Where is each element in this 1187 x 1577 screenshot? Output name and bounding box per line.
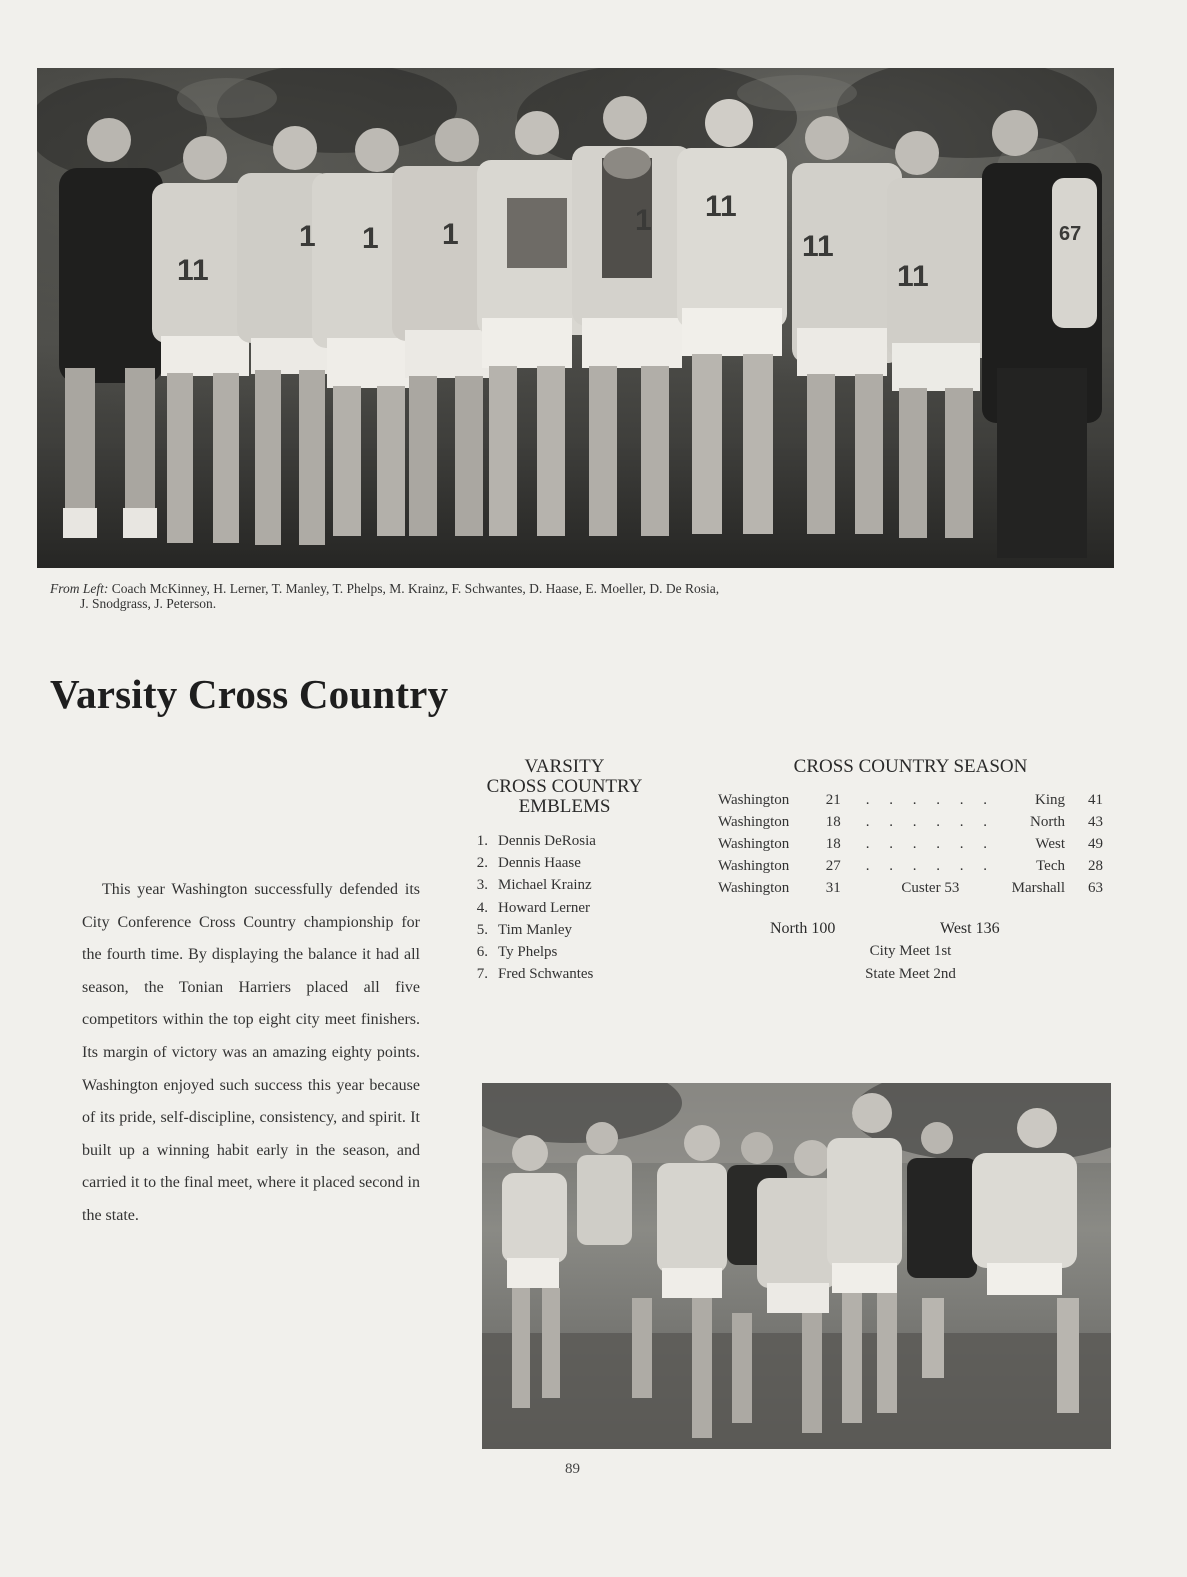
opponent-cell: King	[1035, 792, 1065, 808]
list-item	[462, 897, 667, 919]
emblems-title	[462, 757, 667, 817]
summary-scores	[718, 918, 1103, 940]
list-name: Fred Schwantes	[498, 966, 594, 983]
list-name: Tim Manley	[498, 921, 573, 938]
jersey-number: 1	[362, 222, 379, 255]
season-summary	[718, 918, 1103, 986]
jersey-number: 1	[442, 218, 459, 251]
opponent-cell: North	[1030, 814, 1065, 830]
list-name: Dennis Haase	[498, 855, 581, 872]
table-row	[718, 833, 1103, 855]
leader-cell: . . . . . .	[865, 858, 995, 874]
jersey-number: 67	[1059, 223, 1082, 245]
list-name: Ty Phelps	[498, 944, 558, 961]
table-row	[718, 855, 1103, 877]
list-item	[462, 963, 667, 985]
photo-caption	[50, 581, 1130, 611]
jersey-number: 11	[802, 230, 834, 263]
score-cell: 18	[825, 814, 841, 830]
list-item	[462, 919, 667, 941]
jersey-number: 1	[299, 220, 316, 253]
score-cell: 21	[825, 792, 841, 808]
team-cell: Washington	[718, 836, 790, 852]
list-number: 3.	[476, 877, 488, 894]
table-row	[718, 877, 1103, 899]
team-photo	[37, 68, 1114, 568]
race-photo	[482, 1083, 1111, 1449]
body-text: This year Washington successfully defended its City Conference Cross Country championship for the fourth time. By displaying the balance it had all season, the Tonian Harriers placed all five competitors within the top eight city meet finishers. Its margin of victory was an amazing eighty points. Washington enjoyed such success this year because of its pride, self-discipline, consistency, and spirit. It built up a winning habit early in the season, and carried it to the final meet, where it placed second in the state.	[82, 881, 420, 1224]
list-item	[462, 874, 667, 896]
list-name: Howard Lerner	[498, 899, 591, 916]
opponent-score-cell: 43	[1088, 814, 1103, 830]
team-cell: Washington	[718, 880, 790, 896]
opponent-score-cell: 28	[1088, 858, 1103, 874]
team-cell: Washington	[718, 858, 790, 874]
list-number: 5.	[476, 921, 488, 938]
leader-cell: . . . . . .	[865, 792, 995, 808]
opponent-score-cell: 41	[1088, 792, 1103, 808]
team-cell: Washington	[718, 814, 790, 830]
season-section	[718, 757, 1103, 899]
score-cell: 18	[825, 836, 841, 852]
emblems-title-line: CROSS COUNTRY	[486, 776, 643, 797]
jersey-number: 11	[897, 260, 929, 293]
season-title: CROSS COUNTRY SEASON	[793, 756, 1028, 777]
caption-names: Coach McKinney, H. Lerner, T. Manley, T. Phelps, M. Krainz, F. Schwantes, D. Haase, E. Moeller, D. De Rosia,	[111, 581, 720, 596]
table-row	[718, 789, 1103, 811]
season-table	[718, 789, 1103, 899]
score-cell: 27	[825, 858, 841, 874]
summary-right: West 136	[940, 920, 1000, 937]
list-number: 6.	[476, 944, 488, 961]
leader-cell: . . . . . .	[865, 814, 995, 830]
list-number: 2.	[476, 855, 488, 872]
state-meet-result: State Meet 2nd	[865, 966, 956, 982]
emblems-title-line: VARSITY	[524, 756, 605, 777]
opponent-cell: Tech	[1036, 858, 1065, 874]
opponent-cell: West	[1035, 836, 1065, 852]
leader-cell: . . . . . .	[865, 836, 995, 852]
list-item	[462, 830, 667, 852]
opponent-score-cell: 49	[1088, 836, 1103, 852]
team-photo-illustration	[37, 68, 1114, 568]
score-cell: 31	[825, 880, 841, 896]
emblems-list	[462, 830, 667, 985]
list-name: Michael Krainz	[498, 877, 592, 894]
list-number: 4.	[476, 899, 488, 916]
opponent-score-cell: 63	[1088, 880, 1103, 896]
caption-line-2: J. Snodgrass, J. Peterson.	[80, 596, 217, 611]
emblems-title-line: EMBLEMS	[518, 796, 611, 817]
jersey-number: 1	[635, 204, 652, 237]
caption-lead: From Left:	[50, 581, 109, 596]
leader-cell: Custer 53	[901, 880, 960, 896]
team-cell: Washington	[718, 792, 790, 808]
emblems-section	[462, 757, 667, 985]
city-meet-result: City Meet 1st	[869, 943, 952, 959]
list-item	[462, 852, 667, 874]
jersey-number: 11	[177, 254, 209, 287]
race-photo-illustration	[482, 1083, 1111, 1449]
list-number: 7.	[476, 966, 488, 983]
page-number: 89	[565, 1461, 580, 1477]
summary-left: North 100	[770, 920, 836, 937]
jersey-number: 11	[705, 190, 737, 223]
table-row	[718, 811, 1103, 833]
opponent-cell: Marshall	[1011, 880, 1065, 896]
list-name: Dennis DeRosia	[498, 833, 596, 849]
list-number: 1.	[476, 833, 488, 849]
list-item	[462, 941, 667, 963]
caption-line-1	[50, 581, 1130, 596]
page-title: Varsity Cross Country	[50, 671, 449, 717]
body-paragraph	[82, 874, 420, 1233]
